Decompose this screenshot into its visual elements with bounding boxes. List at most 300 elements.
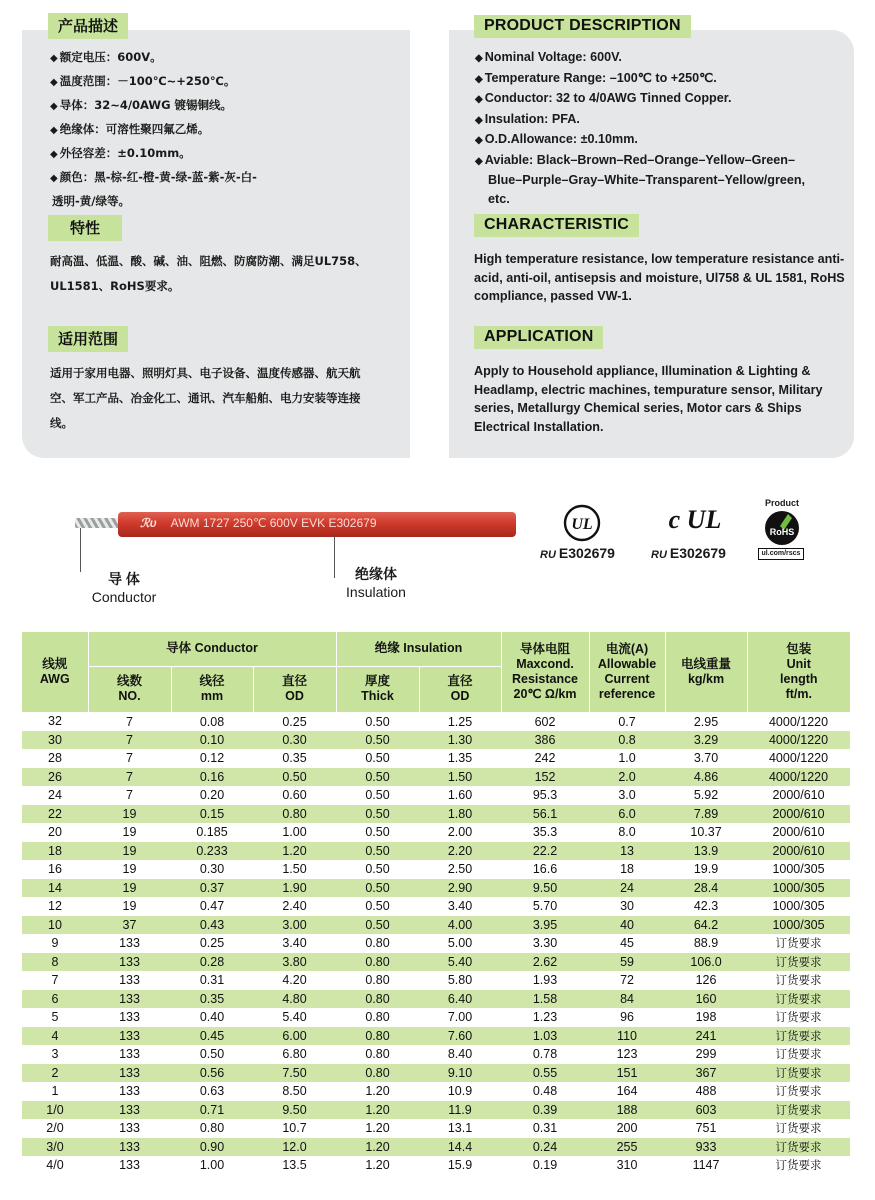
- cell-awg: 10: [22, 916, 88, 935]
- cell-resistance: 35.3: [532, 825, 558, 840]
- product-label: Product: [764, 498, 799, 508]
- cell-current: 110: [589, 1027, 665, 1046]
- cell-wire-count: 19: [88, 879, 171, 898]
- cell-thickness: 0.50: [365, 751, 390, 766]
- en-desc-item: ◆ Conductor: 32 to 4/0AWG Tinned Copper.: [475, 89, 805, 110]
- cell-weight: 7.89: [665, 805, 747, 824]
- cell-thickness: 0.80: [336, 1064, 419, 1083]
- cell-weight: 488: [695, 1084, 717, 1099]
- cell-current: 84: [589, 990, 665, 1009]
- cell-insulation-od: 10.9: [447, 1084, 473, 1099]
- cell-thickness: 0.50: [336, 805, 419, 824]
- cell-wire-diameter: 0.35: [171, 990, 253, 1009]
- en-desc-item: ◆ Nominal Voltage: 600V.: [475, 48, 805, 69]
- cell-packing: 2000/610: [772, 825, 825, 840]
- cn-desc-item: ◆ 温度范围：－100℃~+250℃。: [50, 70, 257, 94]
- cell-insulation-od: 9.10: [419, 1064, 501, 1083]
- ul-mini-icon: RU: [540, 549, 556, 561]
- cell-current: 200: [616, 1121, 638, 1136]
- cell-packing: 订货要求: [775, 973, 822, 988]
- cell-weight: 64.2: [665, 916, 747, 935]
- cell-weight: 241: [665, 1027, 747, 1046]
- cell-resistance: 0.48: [532, 1084, 558, 1099]
- cell-weight: 106.0: [665, 953, 747, 972]
- cell-conductor-od: 0.35: [282, 751, 307, 766]
- cell-wire-count: 133: [88, 1138, 171, 1157]
- table-row: [22, 1119, 850, 1138]
- cell-wire-diameter: 0.25: [199, 936, 225, 951]
- cell-awg: 4/0: [46, 1158, 64, 1173]
- cell-insulation-od: 3.40: [447, 899, 473, 914]
- cell-awg: 26: [22, 768, 88, 787]
- cell-insulation-od: 2.50: [447, 862, 473, 877]
- cell-wire-diameter: 0.08: [199, 714, 225, 729]
- cell-resistance: 1.58: [501, 990, 589, 1009]
- cell-awg: 2/0: [46, 1121, 64, 1136]
- cell-resistance: 2.62: [501, 953, 589, 972]
- cell-current: 2.0: [589, 768, 665, 787]
- cell-conductor-od: 0.60: [282, 788, 307, 803]
- col-header-awg: 线规 AWG: [22, 632, 88, 712]
- table-row: [22, 731, 850, 750]
- cell-insulation-od: 2.00: [447, 825, 473, 840]
- cell-awg: 16: [48, 862, 62, 877]
- cell-awg: 30: [22, 731, 88, 750]
- cell-conductor-od: 13.5: [282, 1158, 307, 1173]
- cell-insulation-od: 14.4: [419, 1138, 501, 1157]
- cell-packing: 4000/1220: [747, 768, 850, 787]
- cell-conductor-od: 3.00: [253, 916, 336, 935]
- cell-weight: 2.95: [693, 714, 719, 729]
- cn-char-title: 特性: [48, 215, 122, 241]
- cn-char-text: 耐高温、低温、酸、碱、油、阻燃、防腐防潮、满足UL758、UL1581、RoHS要求。: [50, 254, 367, 293]
- col-header-insulation-od: 直径 OD: [419, 666, 501, 712]
- cell-weight: 603: [665, 1101, 747, 1120]
- cell-awg: 28: [48, 751, 62, 766]
- cell-current: 310: [616, 1158, 638, 1173]
- cell-insulation-od: 1.80: [419, 805, 501, 824]
- cell-awg: 1: [51, 1084, 59, 1099]
- cell-awg: 8: [22, 953, 88, 972]
- table-row: [22, 879, 850, 898]
- table-row: [22, 1156, 850, 1175]
- en-desc-item-cont: etc.: [488, 191, 510, 206]
- cell-insulation-od: 1.25: [447, 714, 473, 729]
- cell-weight: 160: [665, 990, 747, 1009]
- table-row: [22, 805, 850, 824]
- cell-current: 59: [589, 953, 665, 972]
- cell-awg: 18: [22, 842, 88, 861]
- ul-listed-logo: [562, 503, 602, 543]
- cell-packing: 订货要求: [747, 990, 850, 1009]
- cable-conductor-wire: [75, 518, 120, 528]
- cn-desc-item: ◆ 外径容差：±0.10mm。: [50, 142, 257, 166]
- cell-awg: 2: [22, 1064, 88, 1083]
- spec-table: [22, 632, 850, 1175]
- cell-wire-count: 7: [88, 731, 171, 750]
- cn-desc-item: ◆ 绝缘体：可溶性聚四氟乙烯。: [50, 118, 257, 142]
- table-row: [22, 768, 850, 787]
- table-row: [22, 1008, 850, 1027]
- cell-wire-count: 37: [88, 916, 171, 935]
- ul-file-number-2: RU E302679: [651, 545, 726, 561]
- ul-recognized-icon: ℛυ: [140, 516, 157, 530]
- ul-rohs-badge: [762, 508, 802, 548]
- cell-packing: 1000/305: [772, 899, 825, 914]
- table-row: [22, 1101, 850, 1120]
- cell-conductor-od: 1.50: [282, 862, 307, 877]
- cell-awg: 32: [48, 714, 62, 729]
- cell-thickness: 0.80: [336, 990, 419, 1009]
- cell-conductor-od: 0.25: [282, 714, 307, 729]
- cell-wire-count: 19: [122, 825, 137, 840]
- cell-conductor-od: 0.80: [253, 805, 336, 824]
- cell-thickness: 0.50: [365, 714, 390, 729]
- col-header-resistance: 导体电阻 Maxcond. Resistance 20℃ Ω/km: [501, 632, 589, 712]
- col-header-current: 电流(A) Allowable Current reference: [589, 632, 665, 712]
- cell-weight: 4.86: [665, 768, 747, 787]
- cell-conductor-od: 1.90: [253, 879, 336, 898]
- ul-listed-mark: UL: [571, 516, 593, 533]
- cell-awg: 3: [51, 1047, 59, 1062]
- cell-conductor-od: 3.40: [282, 936, 307, 951]
- cell-current: 6.0: [589, 805, 665, 824]
- cell-awg: 20: [48, 825, 62, 840]
- cell-thickness: 0.50: [336, 731, 419, 750]
- cell-thickness: 1.20: [336, 1101, 419, 1120]
- cell-thickness: 0.80: [336, 1027, 419, 1046]
- conductor-label: 导 体 Conductor: [91, 571, 157, 605]
- cell-wire-diameter: 0.40: [199, 1010, 225, 1025]
- en-desc-item: ◆ Temperature Range: –100℃ to +250℃.: [475, 69, 805, 90]
- cell-current: 96: [620, 1010, 634, 1025]
- cell-insulation-od: 15.9: [447, 1158, 473, 1173]
- cell-thickness: 0.50: [336, 879, 419, 898]
- table-row: [22, 1064, 850, 1083]
- cell-wire-count: 133: [88, 953, 171, 972]
- cell-current: 13: [589, 842, 665, 861]
- table-row: [22, 1027, 850, 1046]
- cell-insulation-od: 6.40: [419, 990, 501, 1009]
- cell-resistance: 0.31: [532, 1121, 558, 1136]
- cell-weight: 19.9: [693, 862, 719, 877]
- cell-packing: 1000/305: [747, 916, 850, 935]
- cn-desc-item: ◆ 颜色：黑-棕-红-橙-黄-绿-蓝-紫-灰-白-: [50, 166, 257, 190]
- cell-current: 24: [589, 879, 665, 898]
- col-header-wire-count: 线数 NO.: [88, 666, 171, 712]
- cell-packing: 1000/305: [747, 879, 850, 898]
- cell-current: 188: [589, 1101, 665, 1120]
- cell-wire-count: 133: [88, 1101, 171, 1120]
- cell-wire-diameter: 0.80: [199, 1121, 225, 1136]
- ul-recognized-logo: [665, 498, 725, 540]
- cell-weight: 3.29: [665, 731, 747, 750]
- spec-table-body: [22, 712, 850, 1175]
- cell-resistance: 242: [534, 751, 556, 766]
- cell-wire-count: 19: [122, 899, 137, 914]
- ul-recognized-mark: c UL: [668, 505, 722, 534]
- cell-conductor-od: 12.0: [253, 1138, 336, 1157]
- cell-conductor-od: 3.80: [253, 953, 336, 972]
- cell-wire-diameter: 0.63: [199, 1084, 225, 1099]
- col-header-weight: 电线重量 kg/km: [665, 632, 747, 712]
- cell-weight: 5.92: [693, 788, 719, 803]
- cell-resistance: 1.93: [532, 973, 558, 988]
- cell-thickness: 1.20: [365, 1121, 390, 1136]
- en-char-title: CHARACTERISTIC: [474, 214, 639, 237]
- table-row: [22, 786, 850, 805]
- cell-current: 8.0: [618, 825, 636, 840]
- cell-insulation-od: 1.30: [419, 731, 501, 750]
- cell-weight: 13.9: [665, 842, 747, 861]
- cell-packing: 4000/1220: [768, 751, 829, 766]
- cell-weight: 10.37: [690, 825, 722, 840]
- cell-thickness: 0.80: [365, 1047, 390, 1062]
- ul-site-label: ul.com/rscs: [758, 548, 804, 560]
- cell-current: 164: [616, 1084, 638, 1099]
- col-header-insulation: 绝缘 Insulation: [336, 632, 501, 666]
- cell-current: 1.0: [618, 751, 636, 766]
- col-header-packing: 包装 Unit length ft/m.: [747, 632, 850, 712]
- cn-desc-item-cont: 透明-黄/绿等。: [52, 194, 130, 208]
- ul-file-number-1: RU E302679: [540, 545, 615, 561]
- col-header-wire-diameter: 线径 mm: [171, 666, 253, 712]
- cell-packing: 订货要求: [747, 1138, 850, 1157]
- cell-current: 255: [589, 1138, 665, 1157]
- cell-wire-count: 133: [119, 1010, 140, 1025]
- cell-resistance: 152: [501, 768, 589, 787]
- table-row: [22, 897, 850, 916]
- cell-awg: 7: [51, 973, 59, 988]
- en-desc-item: ◆ Insulation: PFA.: [475, 110, 805, 131]
- cell-wire-count: 7: [88, 768, 171, 787]
- cell-wire-diameter: 0.233: [171, 842, 253, 861]
- cell-insulation-od: 5.80: [447, 973, 473, 988]
- cell-wire-diameter: 0.15: [171, 805, 253, 824]
- cell-weight: 367: [665, 1064, 747, 1083]
- cn-desc-item: ◆ 额定电压：600V。: [50, 46, 257, 70]
- cell-insulation-od: 2.90: [419, 879, 501, 898]
- cell-resistance: 3.30: [532, 936, 558, 951]
- cell-packing: 2000/610: [747, 842, 850, 861]
- cell-thickness: 1.20: [365, 1084, 390, 1099]
- cell-wire-diameter: 0.30: [199, 862, 225, 877]
- cell-wire-diameter: 0.10: [171, 731, 253, 750]
- table-row: [22, 971, 850, 990]
- cell-packing: 订货要求: [747, 1101, 850, 1120]
- cell-current: 0.8: [589, 731, 665, 750]
- cell-resistance: 5.70: [532, 899, 558, 914]
- cell-thickness: 0.80: [336, 953, 419, 972]
- cell-wire-diameter: 0.47: [199, 899, 225, 914]
- cell-awg: 1/0: [22, 1101, 88, 1120]
- cell-wire-count: 7: [126, 751, 133, 766]
- cell-packing: 订货要求: [775, 1010, 822, 1025]
- cell-resistance: 0.39: [501, 1101, 589, 1120]
- cell-wire-count: 133: [88, 1027, 171, 1046]
- table-row: [22, 934, 850, 953]
- cell-packing: 订货要求: [775, 1084, 822, 1099]
- cell-current: 30: [620, 899, 634, 914]
- cell-resistance: 1.23: [532, 1010, 558, 1025]
- cell-wire-diameter: 0.50: [199, 1047, 225, 1062]
- cell-weight: 933: [665, 1138, 747, 1157]
- cell-current: 18: [620, 862, 634, 877]
- table-row: [22, 749, 850, 768]
- cell-wire-count: 133: [119, 973, 140, 988]
- cell-wire-count: 133: [119, 1084, 140, 1099]
- table-row: [22, 823, 850, 842]
- ul-mini-icon: RU: [651, 549, 667, 561]
- cell-insulation-od: 1.50: [419, 768, 501, 787]
- cell-packing: 1000/305: [772, 862, 825, 877]
- cell-wire-diameter: 0.185: [196, 825, 228, 840]
- cell-weight: 198: [695, 1010, 717, 1025]
- cell-weight: 1147: [692, 1158, 720, 1173]
- table-row: [22, 953, 850, 972]
- cn-app-text: 适用于家用电器、照明灯具、电子设备、温度传感器、航天航空、军工产品、冶金化工、通讯、汽车船舶、电力安装等连接线。: [50, 366, 361, 430]
- en-app-title: APPLICATION: [474, 326, 603, 349]
- cell-wire-count: 19: [88, 805, 171, 824]
- cell-wire-diameter: 0.90: [171, 1138, 253, 1157]
- cell-wire-diameter: 0.56: [171, 1064, 253, 1083]
- cell-conductor-od: 7.50: [253, 1064, 336, 1083]
- cell-weight: 88.9: [693, 936, 719, 951]
- cell-current: 3.0: [618, 788, 636, 803]
- cell-insulation-od: 1.35: [447, 751, 473, 766]
- cell-packing: 订货要求: [747, 1064, 850, 1083]
- cn-desc-item: ◆ 导体：32~4/0AWG 镀锡铜线。: [50, 94, 257, 118]
- cell-thickness: 1.20: [365, 1158, 390, 1173]
- cell-conductor-od: 1.20: [253, 842, 336, 861]
- cell-thickness: 0.50: [336, 842, 419, 861]
- cell-awg: 3/0: [22, 1138, 88, 1157]
- cell-packing: 订货要求: [775, 1121, 822, 1136]
- cell-wire-count: 133: [119, 1158, 140, 1173]
- en-desc-item-cont: Blue–Purple–Gray–White–Transparent–Yellow/green,: [488, 173, 806, 187]
- cell-resistance: 386: [501, 731, 589, 750]
- cell-packing: 订货要求: [775, 1158, 822, 1173]
- cell-insulation-od: 7.00: [447, 1010, 473, 1025]
- cell-insulation-od: 1.60: [447, 788, 473, 803]
- cell-packing: 4000/1220: [747, 731, 850, 750]
- cell-current: 45: [620, 936, 634, 951]
- cell-wire-diameter: 0.37: [171, 879, 253, 898]
- cell-wire-count: 7: [126, 788, 133, 803]
- cell-conductor-od: 4.20: [282, 973, 307, 988]
- cell-wire-count: 19: [88, 842, 171, 861]
- cn-app-title: 适用范围: [48, 326, 128, 352]
- cell-wire-diameter: 0.28: [171, 953, 253, 972]
- cell-wire-count: 133: [119, 1121, 140, 1136]
- cell-weight: 126: [695, 973, 717, 988]
- col-header-thickness: 厚度 Thick: [336, 666, 419, 712]
- cell-packing: 2000/610: [747, 805, 850, 824]
- cell-weight: 3.70: [693, 751, 719, 766]
- table-row: [22, 1045, 850, 1064]
- cn-desc-title: 产品描述: [48, 13, 128, 39]
- cell-conductor-od: 2.40: [282, 899, 307, 914]
- cell-wire-diameter: 0.71: [171, 1101, 253, 1120]
- cell-insulation-od: 7.60: [419, 1027, 501, 1046]
- cell-insulation-od: 11.9: [419, 1101, 501, 1120]
- cell-packing: 2000/610: [772, 788, 825, 803]
- cell-conductor-od: 1.00: [282, 825, 307, 840]
- cell-thickness: 0.50: [336, 916, 419, 935]
- cell-weight: 42.3: [693, 899, 719, 914]
- cell-insulation-od: 2.20: [419, 842, 501, 861]
- cell-conductor-od: 10.7: [282, 1121, 307, 1136]
- cell-awg: 6: [22, 990, 88, 1009]
- cell-wire-diameter: 0.43: [171, 916, 253, 935]
- cell-wire-diameter: 0.16: [171, 768, 253, 787]
- table-row: [22, 842, 850, 861]
- cell-resistance: 602: [534, 714, 556, 729]
- en-desc-title: PRODUCT DESCRIPTION: [474, 15, 691, 38]
- insulation-label: 绝缘体 Insulation: [346, 566, 406, 600]
- cell-thickness: 0.80: [365, 936, 390, 951]
- cell-packing: 4000/1220: [768, 714, 829, 729]
- table-row: [22, 712, 850, 731]
- cell-thickness: 0.50: [365, 862, 390, 877]
- cell-wire-count: 133: [88, 990, 171, 1009]
- cell-awg: 12: [48, 899, 62, 914]
- table-row: [22, 860, 850, 879]
- cell-wire-diameter: 0.45: [171, 1027, 253, 1046]
- cell-packing: 订货要求: [747, 1027, 850, 1046]
- cell-packing: 订货要求: [775, 936, 822, 951]
- cell-conductor-od: 5.40: [282, 1010, 307, 1025]
- cell-insulation-od: 5.40: [419, 953, 501, 972]
- cn-desc-list: [50, 46, 257, 212]
- cell-resistance: 1.03: [501, 1027, 589, 1046]
- cell-resistance: 0.19: [532, 1158, 558, 1173]
- cell-resistance: 3.95: [501, 916, 589, 935]
- cell-conductor-od: 8.50: [282, 1084, 307, 1099]
- cell-conductor-od: 0.50: [253, 768, 336, 787]
- cell-wire-count: 133: [119, 936, 140, 951]
- cell-current: 0.7: [618, 714, 636, 729]
- cell-thickness: 1.20: [336, 1138, 419, 1157]
- cell-resistance: 0.24: [501, 1138, 589, 1157]
- cable-print-text: ℛυ AWM 1727 250℃ 600V EVK E302679: [140, 516, 377, 530]
- cell-weight: 299: [695, 1047, 717, 1062]
- col-header-conductor: 导体 Conductor: [88, 632, 336, 666]
- cell-wire-count: 133: [119, 1047, 140, 1062]
- cell-wire-count: 133: [88, 1064, 171, 1083]
- en-char-text: High temperature resistance, low temperature resistance anti-acid, anti-oil, antisepsis and moisture, Ul758 & UL 1581, RoHS compliance, passed VW-1.: [474, 252, 845, 303]
- en-desc-item: ◆ Aviable: Black–Brown–Red–Orange–Yellow–Green–: [475, 151, 805, 172]
- cell-resistance: 22.2: [501, 842, 589, 861]
- cell-insulation-od: 5.00: [447, 936, 473, 951]
- table-row: [22, 916, 850, 935]
- cell-weight: 28.4: [665, 879, 747, 898]
- cell-resistance: 0.78: [532, 1047, 558, 1062]
- en-app-text: Apply to Household appliance, Illumination & Lighting & Headlamp, electric machines, tempurature sensor, Military series, Metallurgy Chemical series, Motor cars & Ships Electrical Installation.: [474, 364, 823, 434]
- cell-resistance: 0.55: [501, 1064, 589, 1083]
- cell-thickness: 0.50: [336, 768, 419, 787]
- cell-wire-diameter: 0.12: [199, 751, 225, 766]
- cell-packing: 订货要求: [775, 1047, 822, 1062]
- cell-packing: 订货要求: [747, 953, 850, 972]
- cell-resistance: 56.1: [501, 805, 589, 824]
- cell-awg: 22: [22, 805, 88, 824]
- cell-thickness: 0.80: [365, 1010, 390, 1025]
- cell-wire-diameter: 0.31: [199, 973, 225, 988]
- cell-conductor-od: 6.00: [253, 1027, 336, 1046]
- cell-current: 40: [589, 916, 665, 935]
- cell-insulation-od: 13.1: [447, 1121, 473, 1136]
